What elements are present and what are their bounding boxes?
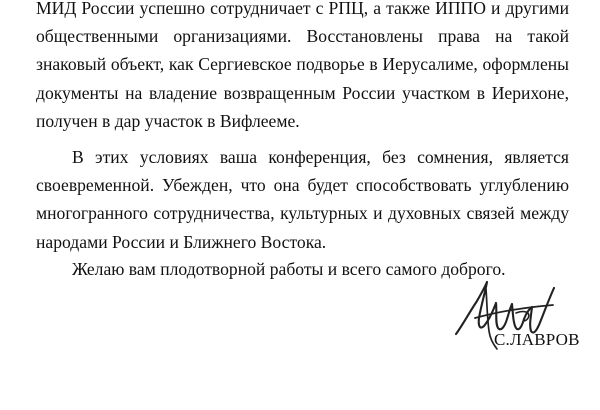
signer-name: С.ЛАВРОВ	[494, 330, 580, 349]
letter-paragraph-2: В этих условиях ваша конференция, без сомнения, является своевременной. Убежден, что она будет способствовать углублению многогранного сотрудничества, культурных и духовных связей между народами России и Ближнего Востока.	[36, 147, 569, 252]
letter-paragraph-1: МИД России успешно сотрудничает с РПЦ, а также ИППО и другими общественными организациями. Восстановлены права на такой знаковый объект, как Сергиевское подворье в Иерусалиме, оформлены документы на владение возвращенным России участком в Иерихоне, получен в дар участок в Вифлееме.	[36, 0, 569, 131]
letter-paragraph-3: Желаю вам плодотворной работы и всего самого доброго.	[72, 259, 506, 279]
